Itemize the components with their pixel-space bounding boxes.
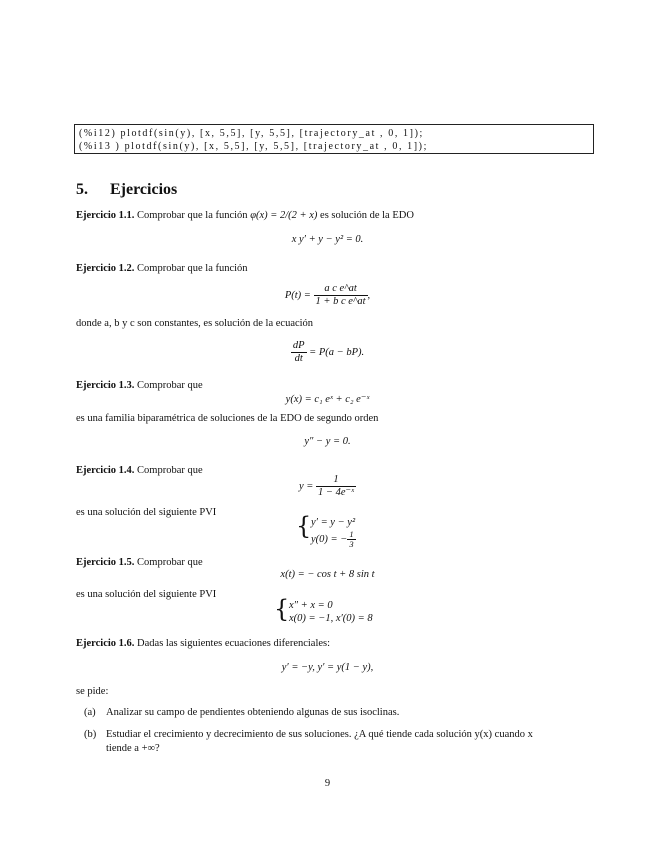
list-label: (b) bbox=[84, 729, 97, 740]
fraction bbox=[347, 530, 355, 549]
list-text: Analizar su campo de pendientes obteniendo algunas de sus isoclinas. bbox=[106, 707, 400, 718]
equation-1-3: y(x) = c₁ eˣ + c₂ e⁻ˣ bbox=[285, 394, 370, 405]
exercise-text: Comprobar que la función bbox=[134, 210, 251, 221]
section-title: Ejercicios bbox=[110, 181, 178, 198]
list-label: (a) bbox=[84, 707, 96, 718]
exercise-text: Comprobar que bbox=[134, 557, 203, 568]
exercise-1-4-after: es una solución del siguiente PVI bbox=[76, 507, 217, 518]
exercise-label: Ejercicio 1.2. bbox=[76, 263, 135, 274]
exercise-text: Dadas las siguientes ecuaciones diferenciales: bbox=[134, 638, 331, 649]
system-text: y(0) = − bbox=[311, 533, 348, 545]
section-number: 5. bbox=[76, 181, 88, 198]
system-line-1: y′ = y − y² bbox=[311, 517, 356, 528]
code-line-2: (%i13 ) plotdf(sin(y), [x, 5,5], [y, 5,5], [trajectory_at , 0, 1]); bbox=[79, 141, 428, 152]
equation-1-3b: y″ − y = 0. bbox=[304, 436, 351, 447]
exercise-text: Comprobar que la función bbox=[134, 263, 248, 274]
exercise-1-2-statement bbox=[76, 262, 248, 275]
fraction bbox=[314, 283, 368, 308]
exercise-1-5-after: es una solución del siguiente PVI bbox=[76, 589, 217, 600]
section-heading bbox=[76, 181, 177, 199]
list-text-cont: tiende a +∞? bbox=[106, 743, 160, 754]
fraction bbox=[316, 474, 356, 499]
fraction-numerator: 1 bbox=[349, 529, 354, 539]
fraction-numerator: a c e^at bbox=[314, 283, 368, 296]
system-brace: { bbox=[274, 595, 290, 623]
exercise-label: Ejercicio 1.5. bbox=[76, 557, 135, 568]
equation-1-2 bbox=[0, 283, 655, 308]
exercise-label: Ejercicio 1.1. bbox=[76, 210, 135, 221]
exercise-label: Ejercicio 1.3. bbox=[76, 380, 135, 391]
system-line-2: x(0) = −1, x′(0) = 8 bbox=[289, 613, 373, 624]
fraction-numerator: 1 bbox=[316, 474, 356, 487]
equation-lhs: y = bbox=[298, 480, 316, 492]
system-line-1: x″ + x = 0 bbox=[289, 600, 333, 611]
exercise-label: Ejercicio 1.4. bbox=[76, 465, 135, 476]
exercise-1-1-statement bbox=[76, 209, 414, 222]
fraction-denominator: 1 − 4e⁻ˣ bbox=[317, 487, 354, 498]
fraction bbox=[291, 340, 307, 365]
system-brace: { bbox=[296, 512, 312, 540]
list-item-b bbox=[84, 728, 604, 756]
system-line-2 bbox=[311, 530, 356, 549]
exercise-1-3-statement bbox=[76, 379, 203, 392]
exercise-label: Ejercicio 1.6. bbox=[76, 638, 135, 649]
exercise-1-6-after: se pide: bbox=[76, 686, 109, 697]
fraction-denominator: 3 bbox=[349, 539, 354, 549]
equation-tail: , bbox=[367, 289, 371, 301]
equation-1-5: x(t) = − cos t + 8 sin t bbox=[280, 569, 375, 580]
exercise-1-3-after: es una familia biparamétrica de soluciones de la EDO de segundo orden bbox=[76, 413, 379, 424]
exercise-text: es solución de la EDO bbox=[317, 210, 414, 221]
exercise-1-6-statement bbox=[76, 637, 330, 650]
page-number: 9 bbox=[324, 778, 331, 789]
equation-lhs: P(t) = bbox=[284, 289, 314, 301]
maxima-code-box bbox=[74, 124, 594, 154]
inline-math: φ(x) = 2/(2 + x) bbox=[250, 210, 318, 221]
code-line-1: (%i12) plotdf(sin(y), [x, 5,5], [y, 5,5], [trajectory_at , 0, 1]); bbox=[79, 128, 424, 139]
list-text: Estudiar el crecimiento y decrecimiento de sus soluciones. ¿A qué tiende cada solución y(x) cuando x bbox=[106, 729, 533, 740]
equation-1-2b bbox=[0, 340, 655, 365]
equation-1-6: y′ = −y, y′ = y(1 − y), bbox=[281, 662, 374, 673]
fraction-denominator: 1 + b c e^at bbox=[315, 296, 366, 307]
fraction-denominator: dt bbox=[294, 353, 303, 364]
exercise-text: Comprobar que bbox=[134, 380, 203, 391]
list-item-a bbox=[84, 706, 399, 720]
equation-rhs: = P(a − bP). bbox=[306, 346, 365, 358]
exercise-1-2-after: donde a, b y c son constantes, es solución de la ecuación bbox=[76, 318, 314, 329]
exercise-text: Comprobar que bbox=[134, 465, 203, 476]
fraction-numerator: dP bbox=[292, 340, 305, 351]
equation-1-1: x y′ + y − y² = 0. bbox=[291, 234, 364, 245]
equation-1-4 bbox=[0, 474, 655, 499]
